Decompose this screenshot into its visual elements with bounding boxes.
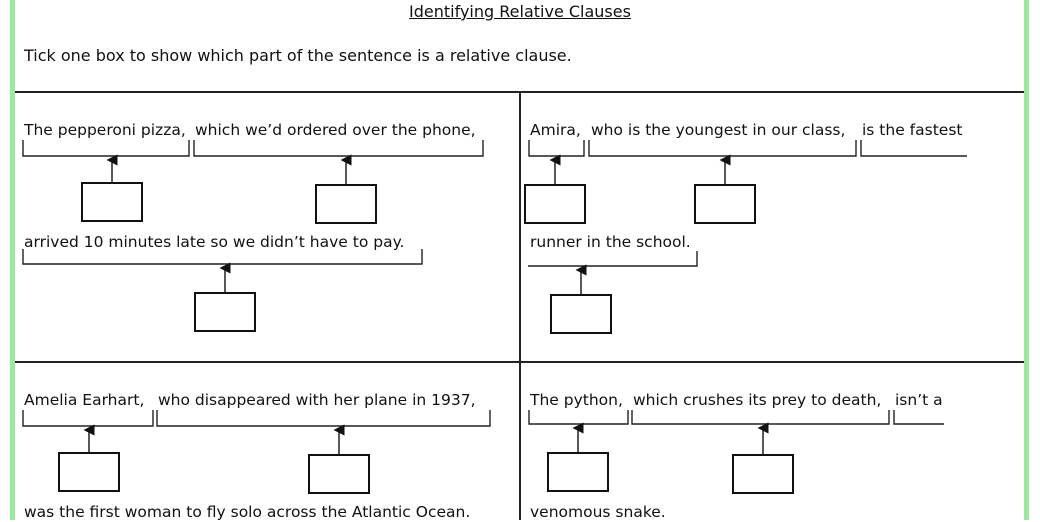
q1-tick-box-2[interactable]	[315, 184, 377, 224]
q3-tick-box-2[interactable]	[308, 454, 370, 494]
q2-segment-3-start: is the fastest	[862, 121, 963, 139]
q4-segment-1: The python,	[530, 391, 623, 409]
q2-bracket-3a	[861, 140, 967, 156]
q2-bracket-3b	[528, 251, 697, 266]
q4-bracket-1	[529, 410, 628, 424]
q2-tick-box-2[interactable]	[694, 184, 756, 224]
q1-bracket-1	[23, 140, 189, 156]
q2-segment-3-end: runner in the school.	[530, 233, 691, 251]
q4-bracket-2	[632, 410, 889, 424]
q1-bracket-3	[23, 249, 422, 264]
q4-segment-3-start: isn’t a	[895, 391, 943, 409]
q2-segment-2: who is the youngest in our class,	[591, 121, 846, 139]
q1-segment-3: arrived 10 minutes late so we didn’t have to pay.	[24, 233, 405, 251]
q2-bracket-1	[529, 140, 584, 156]
q4-tick-box-1[interactable]	[547, 452, 609, 492]
q1-segment-1: The pepperoni pizza,	[24, 121, 186, 139]
q4-segment-3-end: venomous snake.	[530, 503, 666, 521]
q3-bracket-2	[157, 410, 490, 426]
worksheet-title: Identifying Relative Clauses	[409, 2, 631, 21]
q1-tick-box-1[interactable]	[81, 182, 143, 222]
q3-segment-2: who disappeared with her plane in 1937,	[158, 391, 476, 409]
q4-bracket-3	[894, 410, 944, 424]
worksheet-instruction: Tick one box to show which part of the sentence is a relative clause.	[24, 46, 572, 65]
q4-segment-2: which crushes its prey to death,	[633, 391, 882, 409]
q2-segment-1: Amira,	[530, 121, 581, 139]
q2-tick-box-1[interactable]	[524, 184, 586, 224]
q3-segment-3: was the first woman to fly solo across the Atlantic Ocean.	[24, 503, 471, 521]
q3-segment-1: Amelia Earhart,	[24, 391, 145, 409]
q3-bracket-1	[23, 410, 153, 426]
q1-bracket-2	[194, 140, 483, 156]
q1-segment-2: which we’d ordered over the phone,	[195, 121, 476, 139]
q3-tick-box-1[interactable]	[58, 452, 120, 492]
q1-tick-box-3[interactable]	[194, 292, 256, 332]
q2-bracket-2	[589, 140, 856, 156]
q2-tick-box-3[interactable]	[550, 294, 612, 334]
q4-tick-box-2[interactable]	[732, 454, 794, 494]
